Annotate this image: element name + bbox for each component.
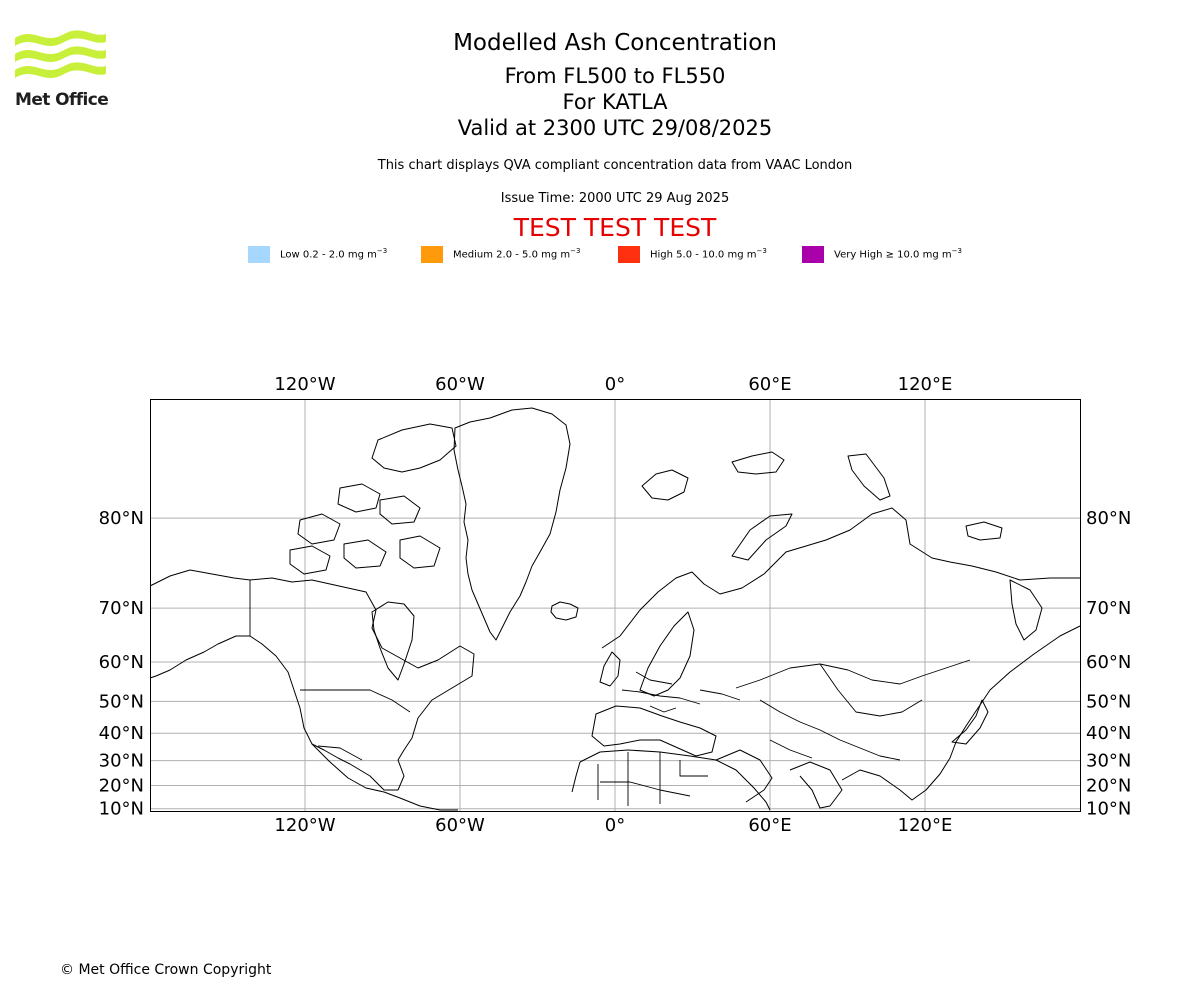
lon-label-bottom-2: 0° (604, 815, 626, 836)
legend-item-low (248, 244, 387, 264)
flight-level-range: From FL500 to FL550 (504, 64, 726, 88)
coastline-japan (952, 700, 988, 744)
coastline-franz-josef (732, 452, 784, 474)
lat-label-left-5: 30°N (98, 750, 144, 772)
lon-label-top-1: 60°W (435, 374, 485, 395)
ash-concentration-map (0, 360, 1200, 850)
lon-label-top-3: 60°E (748, 374, 792, 395)
coastline-novaya-zemlya (732, 514, 792, 560)
lat-label-right-5: 30°N (1086, 750, 1132, 772)
lat-label-right-1: 70°N (1086, 598, 1132, 620)
coastline-britain (600, 652, 620, 686)
lat-label-left-1: 70°N (98, 598, 144, 620)
lat-label-right-0: 80°N (1086, 508, 1132, 530)
graticule (150, 400, 1080, 811)
logo-text: Met Office (15, 90, 109, 110)
lat-label-left-4: 40°N (98, 723, 144, 745)
legend-item-high (618, 244, 767, 264)
lon-label-top-2: 0° (604, 374, 626, 395)
copyright-notice: © Met Office Crown Copyright (60, 962, 272, 978)
lat-label-right-4: 40°N (1086, 723, 1132, 745)
lat-label-right-6: 20°N (1086, 775, 1132, 797)
coastline-new-siberian (966, 522, 1002, 540)
coastline-arabia-india (716, 750, 842, 808)
lon-label-top-0: 120°W (274, 374, 336, 395)
legend-swatch-very-high (802, 246, 824, 263)
lon-label-bottom-4: 120°E (897, 815, 953, 836)
valid-time: Valid at 2300 UTC 29/08/2025 (457, 116, 773, 140)
legend-item-very-high (802, 244, 962, 264)
legend-swatch-low (248, 246, 270, 263)
coastline-mediterranean (592, 706, 716, 756)
lat-label-left-6: 20°N (98, 775, 144, 797)
lat-label-right-3: 50°N (1086, 691, 1132, 713)
legend-label-very-high: Very High ≥ 10.0 mg $m^{-3}$ (834, 247, 962, 261)
coastline-africa (572, 750, 770, 810)
legend-item-medium (421, 244, 580, 264)
legend-swatch-high (618, 246, 640, 263)
concentration-legend (0, 244, 1200, 264)
lon-label-bottom-3: 60°E (748, 815, 792, 836)
coastline-arctic-islands (372, 424, 456, 472)
lon-label-top-4: 120°E (897, 374, 953, 395)
lat-label-left-2: 60°N (98, 651, 144, 673)
lon-label-bottom-1: 60°W (435, 815, 485, 836)
coastline-kamchatka (1010, 580, 1042, 640)
coastline-svalbard (642, 470, 688, 500)
legend-label-low: Low 0.2 - 2.0 mg $m^{-3}$ (280, 247, 388, 261)
borders-russia-asia (736, 660, 970, 716)
chart-description: This chart displays QVA compliant concentration data from VAAC London (377, 158, 853, 173)
legend-label-high: High 5.0 - 10.0 mg $m^{-3}$ (650, 247, 767, 261)
volcano-name: For KATLA (562, 90, 668, 114)
legend-swatch-medium (421, 246, 443, 263)
coastline-iceland (551, 602, 578, 620)
lat-label-right-2: 60°N (1086, 651, 1132, 673)
coastline-mexico (312, 744, 458, 810)
borders-central-asia (760, 700, 900, 760)
coastline-east-asia (842, 626, 1080, 800)
chart-title: Modelled Ash Concentration (453, 30, 777, 56)
issue-time: Issue Time: 2000 UTC 29 Aug 2025 (500, 191, 730, 206)
coastline-north-america (150, 570, 474, 790)
border-us-mexico (318, 746, 362, 760)
lon-label-bottom-0: 120°W (274, 815, 336, 836)
lat-label-right-7: 10°N (1086, 798, 1132, 820)
coastline-severnaya-zemlya (848, 454, 890, 500)
lat-label-left-0: 80°N (98, 508, 144, 530)
borders-europe (622, 672, 740, 712)
lat-label-left-7: 10°N (98, 798, 144, 820)
lat-label-left-3: 50°N (98, 691, 144, 713)
test-banner: TEST TEST TEST (513, 213, 717, 242)
legend-label-medium: Medium 2.0 - 5.0 mg $m^{-3}$ (453, 247, 581, 261)
